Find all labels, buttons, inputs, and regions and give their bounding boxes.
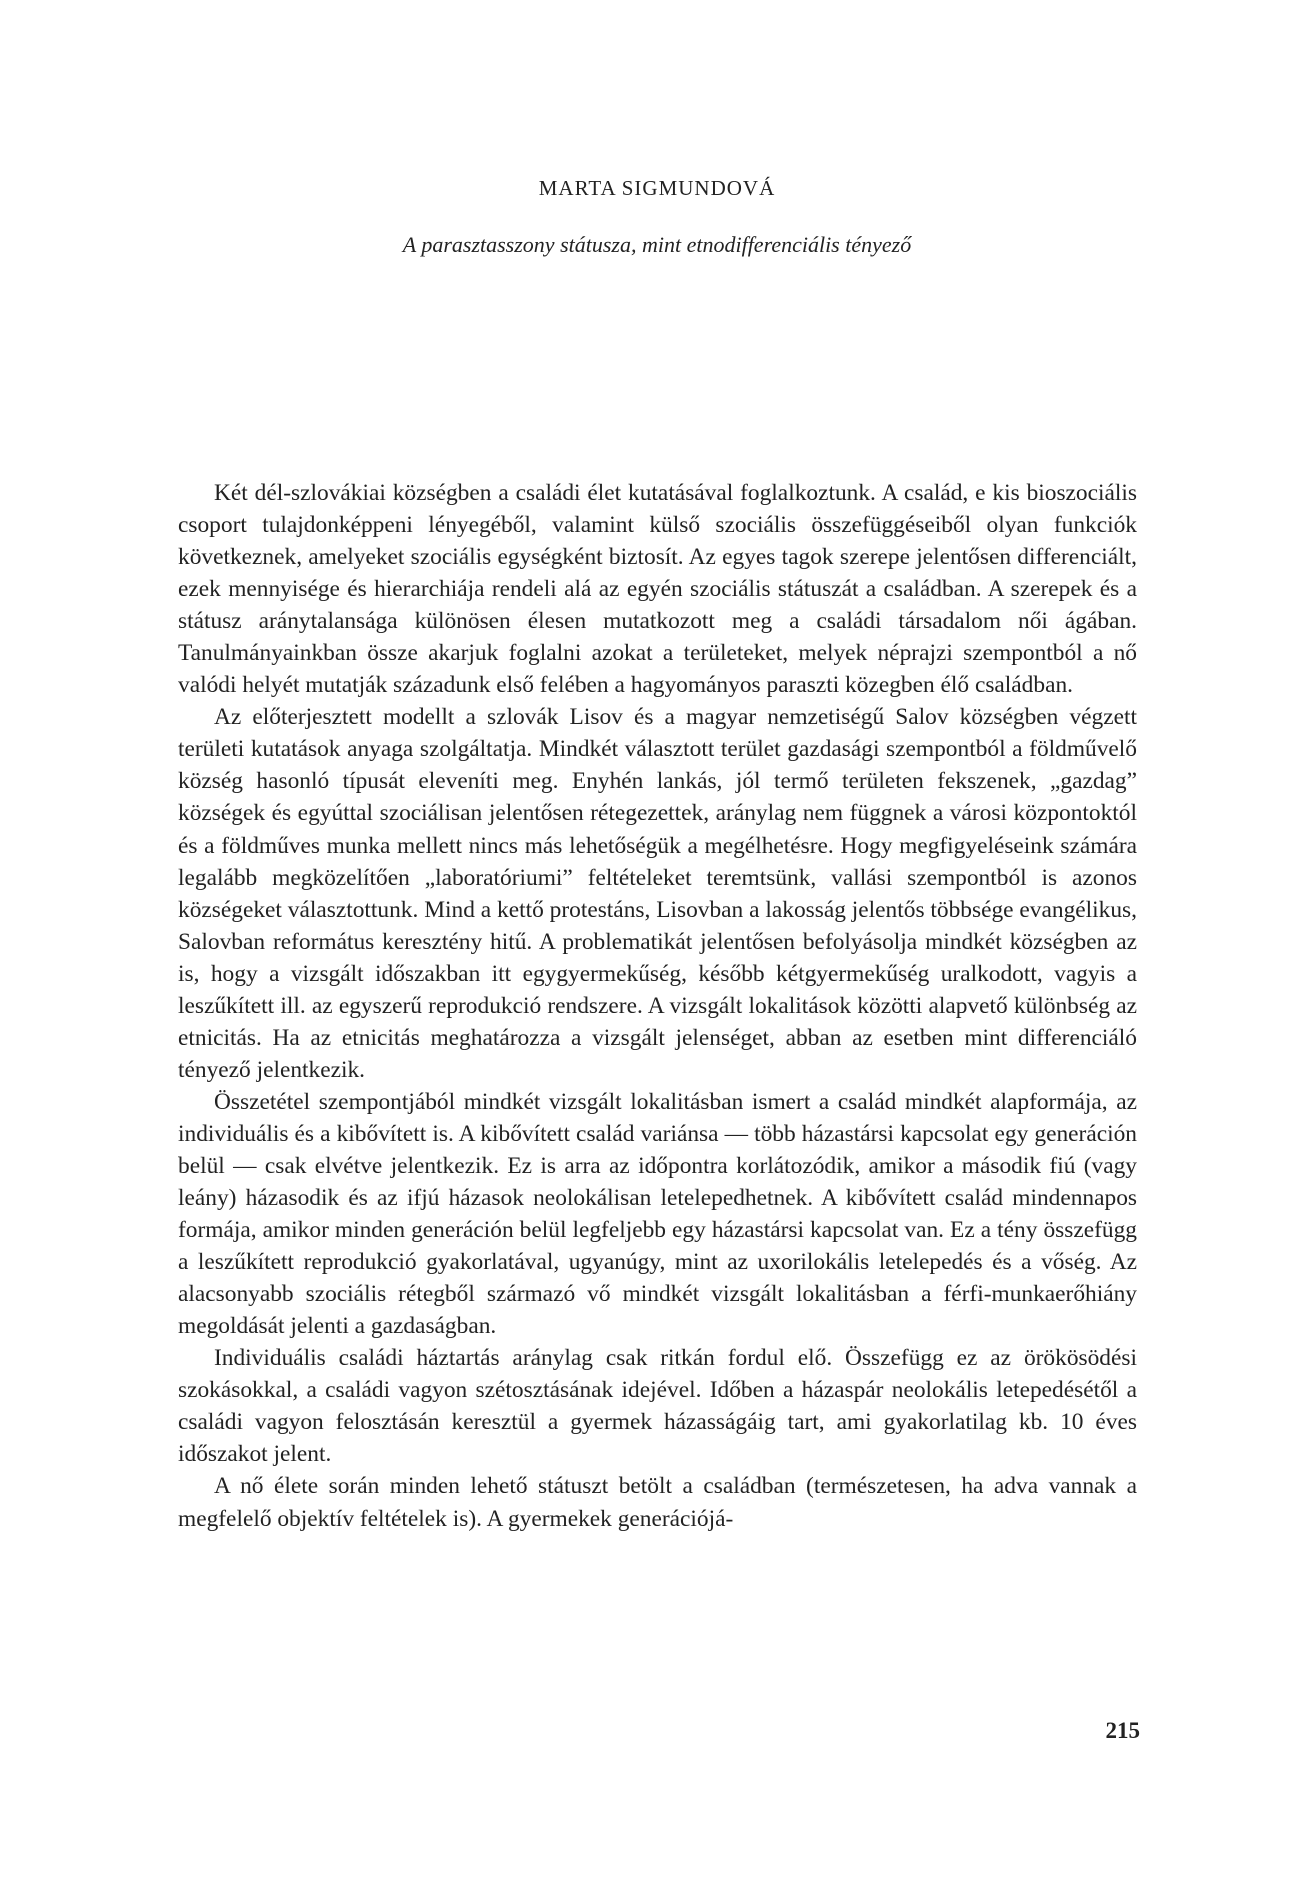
paragraph: Két dél-szlovákiai községben a családi élet kutatásával foglalkoztunk. A család, e kis bioszociális csoport tulajdonképpeni lényegéből, valamint külső szociális összefüggéseiből olyan funkciók következnek, amelyeket szociális egységként biztosít. Az egyes tagok szerepe jelentősen differenciált, ezek mennyisége és hierarchiája rendeli alá az egyén szociális státuszát a családban. A szerepek és a státusz aránytalansága különösen élesen mutatkozott meg a családi társadalom női ágában. Tanulmányainkban össze akarjuk foglalni azokat a területeket, melyek néprajzi szempontból a nő valódi helyét mutatják századunk első felében a hagyományos paraszti közegben élő családban. xyxy=(178,480,1137,699)
article-body xyxy=(178,477,1137,1535)
article-title: A parasztasszony státusza, mint etnodifferenciális tényező xyxy=(402,232,912,257)
paragraph: A nő élete során minden lehető státuszt betölt a családban (természetesen, ha adva vannak a megfelelő objektív feltételek is). A gyermekek generációjá- xyxy=(178,1473,1137,1532)
page-number: 215 xyxy=(1105,1718,1140,1743)
paragraph: Összetétel szempontjából mindkét vizsgált lokalitásban ismert a család mindkét alapformája, az individuális és a kibővített is. A kibővített család variánsa — több házastársi kapcsolat egy generáción belül — csak elvétve jelentkezik. Ez is arra az időpontra korlátozódik, amikor a második fiú (vagy leány) házasodik és az ifjú házasok neolokálisan letelepedhetnek. A kibővített család mindennapos formája, amikor minden generáción belül legfeljebb egy házastársi kapcsolat van. Ez a tény összefügg a leszűkített reprodukció gyakorlatával, ugyanúgy, mint az uxorilokális letelepedés és a vőség. Az alacsonyabb szociális rétegből származó vő mindkét vizsgált lokalitásban a férfi-munkaerőhiány megoldását jelenti a gazdaságban. xyxy=(178,1088,1137,1340)
paragraph: Az előterjesztett modellt a szlovák Lisov és a magyar nemzetiségű Salov községben végzett területi kutatások anyaga szolgáltatja. Mindkét választott terület gazdasági szempontból a földművelő község hasonló típusát eleveníti meg. Enyhén lankás, jól termő területen fekszenek, „gazdag” községek és egyúttal szociálisan jelentősen rétegezettek, aránylag nem függnek a városi központoktól és a földműves munka mellett nincs más lehetőségük a megélhetésre. Hogy megfigyeléseink számára legalább megközelítően „laboratóriumi” feltételeket teremtsünk, vallási szempontból is azonos községeket választottunk. Mind a kettő protestáns, Lisovban a lakosság jelentős többsége evangélikus, Salovban református keresztény hitű. A problematikát jelentősen befolyásolja mindkét községben az is, hogy a vizsgált időszakban itt egygyermekűség, később kétgyermekűség uralkodott, vagyis a leszűkített ill. az egyszerű reprodukció rendszere. A vizsgált lokalitások közötti alapvető különbség az etnicitás. Ha az etnicitás meghatározza a vizsgált jelenséget, abban az esetben mint differenciáló tényező jelentkezik. xyxy=(178,704,1137,1083)
paragraph: Individuális családi háztartás aránylag csak ritkán fordul elő. Összefügg ez az örökösödési szokásokkal, a családi vagyon szétosztásának idejével. Időben a házaspár neolokális letepedésétől a családi vagyon felosztásán keresztül a gyermek házasságáig tart, ami gyakorlatilag kb. 10 éves időszakot jelent. xyxy=(178,1345,1137,1468)
author-name: MARTA SIGMUNDOVÁ xyxy=(538,176,776,200)
